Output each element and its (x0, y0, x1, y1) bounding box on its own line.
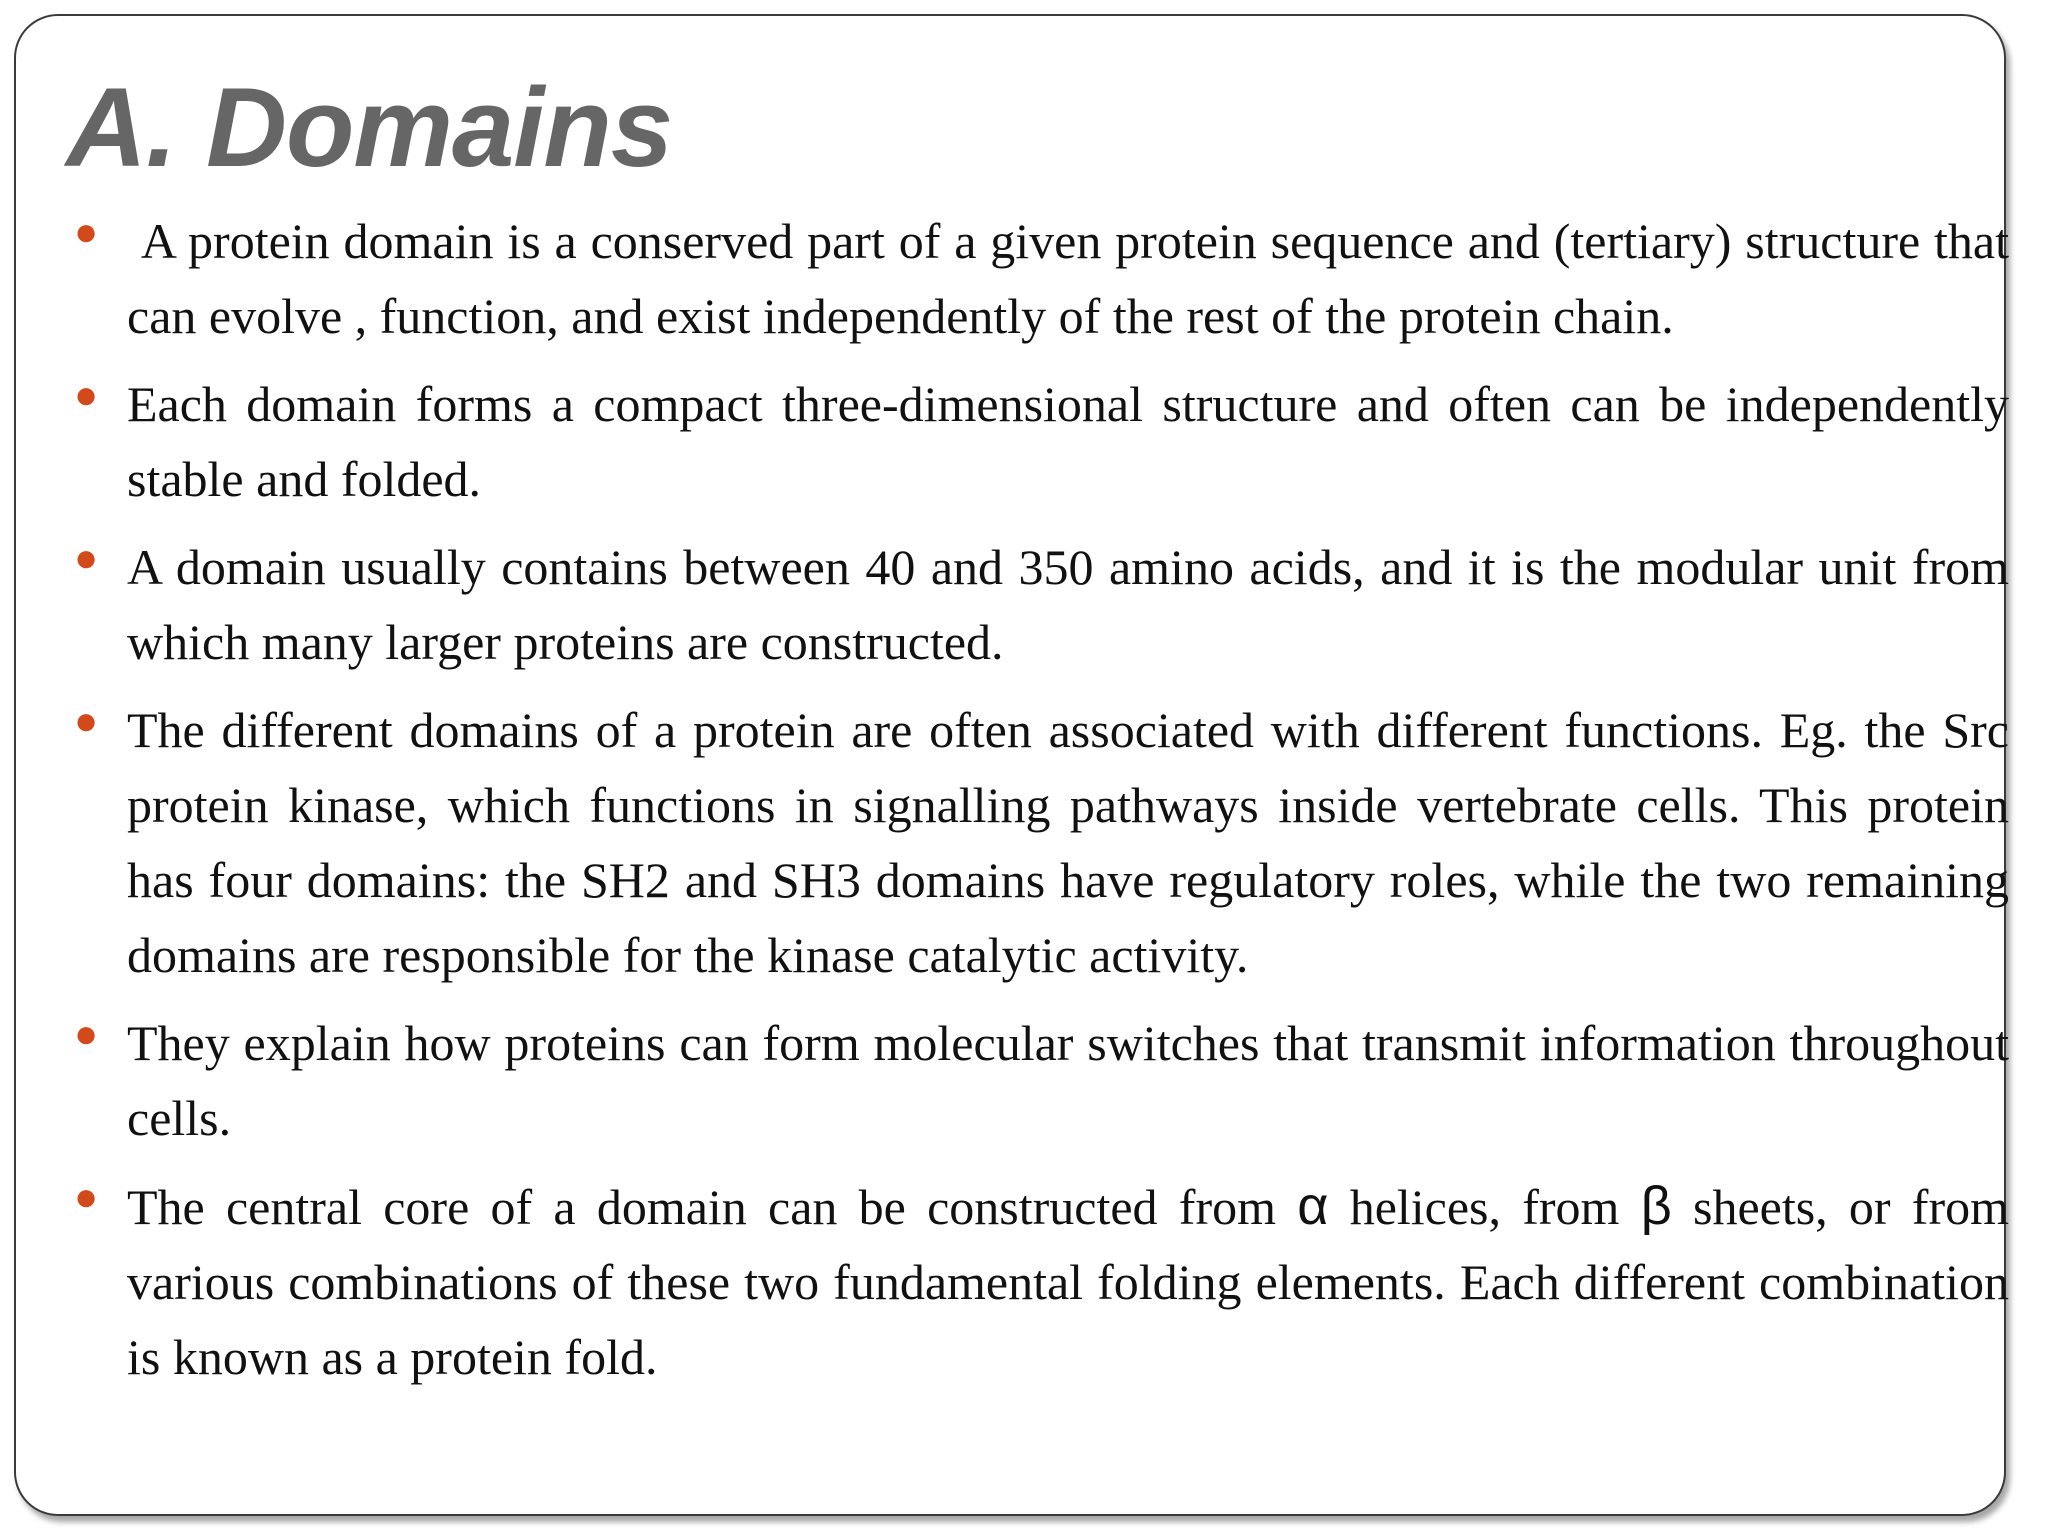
bullet-text: A protein domain is a conserved part of a given protein sequence and (tertiary) structure that can evolve , function, and exist independently of the rest of the protein chain. (127, 213, 2022, 344)
bullet-icon: ● (74, 210, 99, 254)
bullet-text-part2: helices, from (1328, 1179, 1641, 1235)
bullet-item-6 (73, 1169, 2009, 1395)
bullet-icon: ● (74, 536, 99, 580)
bullet-icon: ● (74, 699, 99, 743)
bullet-item-1 (73, 204, 2022, 354)
bullet-text: The different domains of a protein are often associated with different functions. Eg. the Src protein kinase, which functions in signalling pathways inside vertebrate cells. This protein has four domains: the SH2 and SH3 domains have regulatory roles, while the two remaining domains are responsible for the kinase catalytic activity. (127, 702, 2009, 983)
bullet-item-3 (73, 530, 2009, 680)
bullet-item-5 (73, 1006, 2009, 1156)
bullet-list (73, 204, 2022, 1408)
bullet-text: They explain how proteins can form molecular switches that transmit information throughout cells. (127, 1015, 2009, 1146)
bullet-item-2 (73, 367, 2009, 517)
bullet-icon: ● (74, 1175, 99, 1219)
bullet-text-part1: The central core of a domain can be constructed from (127, 1179, 1298, 1235)
bullet-text: A domain usually contains between 40 and 350 amino acids, and it is the modular unit from which many larger proteins are constructed. (127, 539, 2009, 670)
slide-frame (14, 14, 2022, 1516)
bullet-icon: ● (74, 373, 99, 417)
bullet-icon: ● (74, 1012, 99, 1056)
alpha-symbol: α (1297, 1176, 1329, 1236)
beta-symbol: β (1640, 1176, 1672, 1236)
bullet-text: Each domain forms a compact three-dimensional structure and often can be independently stable and folded. (127, 376, 2009, 507)
slide-title: A. Domains (66, 65, 673, 190)
bullet-item-4 (73, 693, 2009, 993)
bullet-text-part3: sheets, or from various combinations of these two fundamental folding elements. Each different combination is known as a protein fold. (127, 1179, 2009, 1385)
